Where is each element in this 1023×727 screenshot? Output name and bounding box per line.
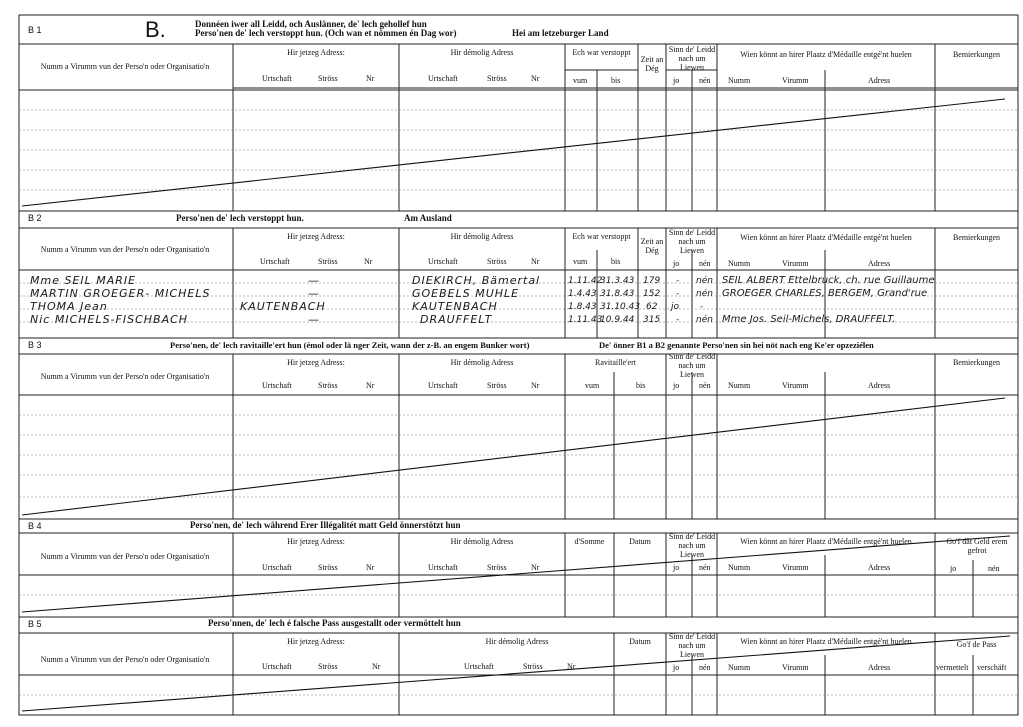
section-code-b4: B 4 — [28, 521, 42, 531]
entry-yes: jo — [671, 302, 680, 312]
section-title-b3-right: De' önner B1 a B2 genannte Perso'nen sin hei nöt nach eng Ke'er opzeziélen — [599, 340, 874, 350]
col-number-b4: Nr — [366, 563, 375, 572]
section-title-b5: Perso'nnen, de' lech é falsche Pass ausgestallt oder vermöttelt hun — [208, 618, 461, 628]
col-former-address-b2: Hir démolig Adress — [450, 232, 514, 241]
col-medal-address-b3: Adress — [868, 381, 891, 390]
col-yes-b4b: jo — [950, 564, 957, 573]
col-former-address-b4: Hir démolig Adress — [450, 537, 514, 546]
col-medal-b4: Wien könnt an hirer Plaatz d'Médaille entgé'nt huelen — [740, 537, 912, 546]
entry-to: 10.9.44 — [600, 315, 635, 325]
col-locality-b3: Urtschaft — [262, 381, 292, 390]
col-no-b4: nén — [699, 563, 711, 572]
col-yes-b3: jo — [673, 381, 680, 390]
col-current-address-b5: Hir jetzeg Adress: — [287, 637, 345, 646]
col-name-b2: Numm a Virumm vun der Perso'n oder Organisatio'n — [40, 245, 210, 254]
col-former-address-b5: Hir démolig Adress — [485, 637, 549, 646]
entry-name: THOMA Jean — [30, 300, 108, 313]
col-hidden: Ech war verstoppt — [572, 48, 631, 57]
col-former-address-b3: Hir démolig Adress — [450, 358, 514, 367]
col-medal-first-b3: Virumm — [782, 381, 809, 390]
entry-name: Mme SEIL MARIE — [30, 274, 137, 287]
col-no-b3: nén — [699, 381, 711, 390]
col-locality-b5: Urtschaft — [262, 662, 292, 671]
col-medal-name-b3: Numm — [728, 381, 751, 390]
entry-days: 315 — [643, 315, 661, 325]
entry-name: MARTIN GROEGER- MICHELS — [30, 287, 211, 300]
entry-days: 152 — [643, 289, 661, 299]
entry-no: nén — [696, 289, 713, 299]
col-money-back: Go'f dât Geld erem gefrot — [946, 537, 1008, 555]
entry-yes: - — [676, 276, 680, 286]
entry-medal: SEIL ALBERT Ettelbruck, ch. rue Guillaume — [722, 275, 935, 286]
col-yes-b5: jo — [673, 663, 680, 672]
col-medal-b2: Wien könnt an hirer Plaatz d'Médaille entgé'nt huelen — [740, 233, 912, 242]
col-medal-name-b2: Numm — [728, 259, 751, 268]
entry-current: — — [308, 313, 320, 326]
col-number-b3: Nr — [366, 381, 375, 390]
col-current-address-b3: Hir jetzeg Adress: — [287, 358, 345, 367]
col-street-b2: Ströss — [318, 257, 338, 266]
col-number-b3b: Nr — [531, 381, 540, 390]
col-from-b3: vum — [585, 381, 600, 390]
entry-no: nén — [696, 315, 713, 325]
section-code-b1: B 1 — [28, 25, 42, 35]
col-date-b4: Datum — [629, 537, 651, 546]
entry-current: — — [308, 274, 320, 287]
header-line2-right: Hei am letzeburger Land — [512, 28, 609, 38]
col-number-2: Nr — [531, 74, 540, 83]
col-street-b3: Ströss — [318, 381, 338, 390]
col-name: Numm a Virumm vun der Perso'n oder Organisatio'n — [40, 62, 210, 71]
entry-to: 31.8.43 — [600, 289, 635, 299]
col-locality-b3b: Urtschaft — [428, 381, 458, 390]
col-street-b3b: Ströss — [487, 381, 507, 390]
entry-name: Nic MICHELS-FISCHBACH — [30, 313, 189, 326]
form-letter: B. — [145, 17, 166, 42]
col-remarks: Bemierkungen — [952, 50, 1001, 59]
col-current-address-b2: Hir jetzeg Adress: — [287, 232, 345, 241]
entry-medal: Mme Jos. Seil-Michels, DRAUFFELT. — [722, 314, 896, 325]
col-locality-b5b: Urtschaft — [464, 662, 494, 671]
col-locality-b4: Urtschaft — [262, 563, 292, 572]
col-medal-b5: Wien könnt an hirer Plaatz d'Médaille entgé'nt huelen — [740, 637, 912, 646]
section-title-b4: Perso'nen, de' lech während Erer Illégalitét matt Geld önnerstötzt hun — [190, 520, 461, 530]
col-locality-2: Urtschaft — [428, 74, 458, 83]
section-title-b2-right: Am Ausland — [404, 213, 452, 223]
header-line2: Perso'nen de' lech verstoppt hun. (Och wan et nömmen én Dag wor) — [195, 28, 457, 38]
col-name-b4: Numm a Virumm vun der Perso'n oder Organisatio'n — [40, 552, 210, 561]
col-street-b4: Ströss — [318, 563, 338, 572]
entry-yes: - — [676, 315, 680, 325]
col-medal-first-b2: Virumm — [782, 259, 809, 268]
col-number-b4b: Nr — [531, 563, 540, 572]
col-medal-name: Numm — [728, 76, 751, 85]
col-sum: d'Somme — [574, 537, 605, 546]
col-medal-address-b5: Adress — [868, 663, 891, 672]
col-number-b2b: Nr — [531, 257, 540, 266]
entry-days: 62 — [646, 302, 658, 312]
col-medal: Wien könnt an hirer Plaatz d'Médaille entgé'nt huelen — [740, 50, 912, 59]
col-medal-name-b4: Numm — [728, 563, 751, 572]
col-yes-b4: jo — [673, 563, 680, 572]
col-pass: Go'f de Pass — [956, 640, 997, 649]
col-locality-b2: Urtschaft — [260, 257, 290, 266]
col-street-b5: Ströss — [318, 662, 338, 671]
col-locality-b2b: Urtschaft — [428, 257, 458, 266]
col-no-b4b: nén — [988, 564, 1000, 573]
col-street-b5b: Ströss — [523, 662, 543, 671]
col-from-b2: vum — [573, 257, 588, 266]
section-title-b2: Perso'nen de' lech verstoppt hun. — [176, 213, 304, 223]
section-code-b2: B 2 — [28, 213, 42, 223]
col-medal-address-b4: Adress — [868, 563, 891, 572]
col-yes-b2: jo — [673, 259, 680, 268]
col-days-b2: Zeit an Dég — [640, 237, 664, 255]
col-street: Ströss — [318, 74, 338, 83]
entry-to: 31.3.43 — [600, 276, 635, 286]
entry-current: — — [308, 287, 320, 300]
entry-to: 31.10.43 — [600, 302, 641, 312]
entry-from: 1.8.43 — [568, 302, 597, 312]
col-from: vum — [573, 76, 588, 85]
col-medal-first-b4: Virumm — [782, 563, 809, 572]
col-number: Nr — [366, 74, 375, 83]
col-locality: Urtschaft — [262, 74, 292, 83]
col-remarks-b2: Bemierkungen — [952, 233, 1001, 242]
entry-medal: GROEGER CHARLES, BERGEM, Grand'rue — [722, 288, 928, 299]
entry-from: 1.11.43 — [568, 315, 603, 325]
col-hidden-b2: Ech war verstoppt — [572, 232, 631, 241]
header-line1: Donnéen iwer all Leidd, och Auslänner, de' lech gehollef hun — [195, 19, 427, 29]
col-number-b5b: Nr — [567, 662, 576, 671]
col-no-b2: nén — [699, 259, 711, 268]
col-suffered: Sinn de' Leidd nach um Liewen — [668, 45, 716, 72]
col-suffered-b5: Sinn de' Leidd nach um Liewen — [668, 632, 716, 659]
col-issued: vermettelt — [936, 663, 969, 672]
col-medal-address-b2: Adress — [868, 259, 891, 268]
col-medal-name-b5: Numm — [728, 663, 751, 672]
col-number-b5: Nr — [372, 662, 381, 671]
col-suffered-b3: Sinn de' Leidd nach um Liewen — [668, 352, 716, 379]
col-name-b3: Numm a Virumm vun der Perso'n oder Organisatio'n — [40, 372, 210, 381]
col-to-b3: bis — [636, 381, 646, 390]
col-suffered-b4: Sinn de' Leidd nach um Liewen — [668, 532, 716, 559]
col-yes: jo — [673, 76, 680, 85]
section-code-b5: B 5 — [28, 619, 42, 629]
col-to-b2: bis — [611, 257, 621, 266]
entry-no: nén — [696, 276, 713, 286]
entry-former: GOEBELS MUHLE — [412, 287, 520, 300]
col-former-address: Hir démolig Adress — [450, 48, 514, 57]
col-date-b5: Datum — [629, 637, 651, 646]
col-remarks-b3: Bemierkungen — [952, 358, 1001, 367]
entry-former: KAUTENBACH — [412, 300, 498, 313]
section-title-b3: Perso'nen, de' lech ravitaille'ert hun (émol oder lä nger Zeit, wann der z-B. an engem Bunker wort) — [170, 340, 530, 350]
entry-no: - — [700, 302, 704, 312]
col-medal-first-b5: Virumm — [782, 663, 809, 672]
entry-former: DRAUFFELT — [420, 313, 493, 326]
col-days: Zeit an Dég — [640, 55, 664, 73]
col-current-address: Hir jetzeg Adress: — [287, 48, 345, 57]
section-code-b3: B 3 — [28, 340, 42, 350]
entry-days: 179 — [643, 276, 661, 286]
col-current-address-b4: Hir jetzeg Adress: — [287, 537, 345, 546]
entry-from: 1.4.43 — [568, 289, 597, 299]
col-fed: Ravitaille'ert — [595, 358, 636, 367]
entry-yes: - — [676, 289, 680, 299]
entry-current: KAUTENBACH — [240, 300, 326, 313]
col-locality-b4b: Urtschaft — [428, 563, 458, 572]
col-no-b5: nén — [699, 663, 711, 672]
col-forged: verschäft — [977, 663, 1007, 672]
col-street-b4b: Ströss — [487, 563, 507, 572]
col-street-b2b: Ströss — [487, 257, 507, 266]
col-medal-first: Virumm — [782, 76, 809, 85]
col-street-2: Ströss — [487, 74, 507, 83]
col-suffered-b2: Sinn de' Leidd nach um Liewen — [668, 228, 716, 255]
col-medal-address: Adress — [868, 76, 891, 85]
entry-from: 1.11.42 — [568, 276, 603, 286]
col-name-b5: Numm a Virumm vun der Perso'n oder Organisatio'n — [40, 655, 210, 664]
col-number-b2: Nr — [364, 257, 373, 266]
col-to: bis — [611, 76, 621, 85]
entry-former: DIEKIRCH, Bämertal — [412, 274, 541, 287]
col-no: nén — [699, 76, 711, 85]
